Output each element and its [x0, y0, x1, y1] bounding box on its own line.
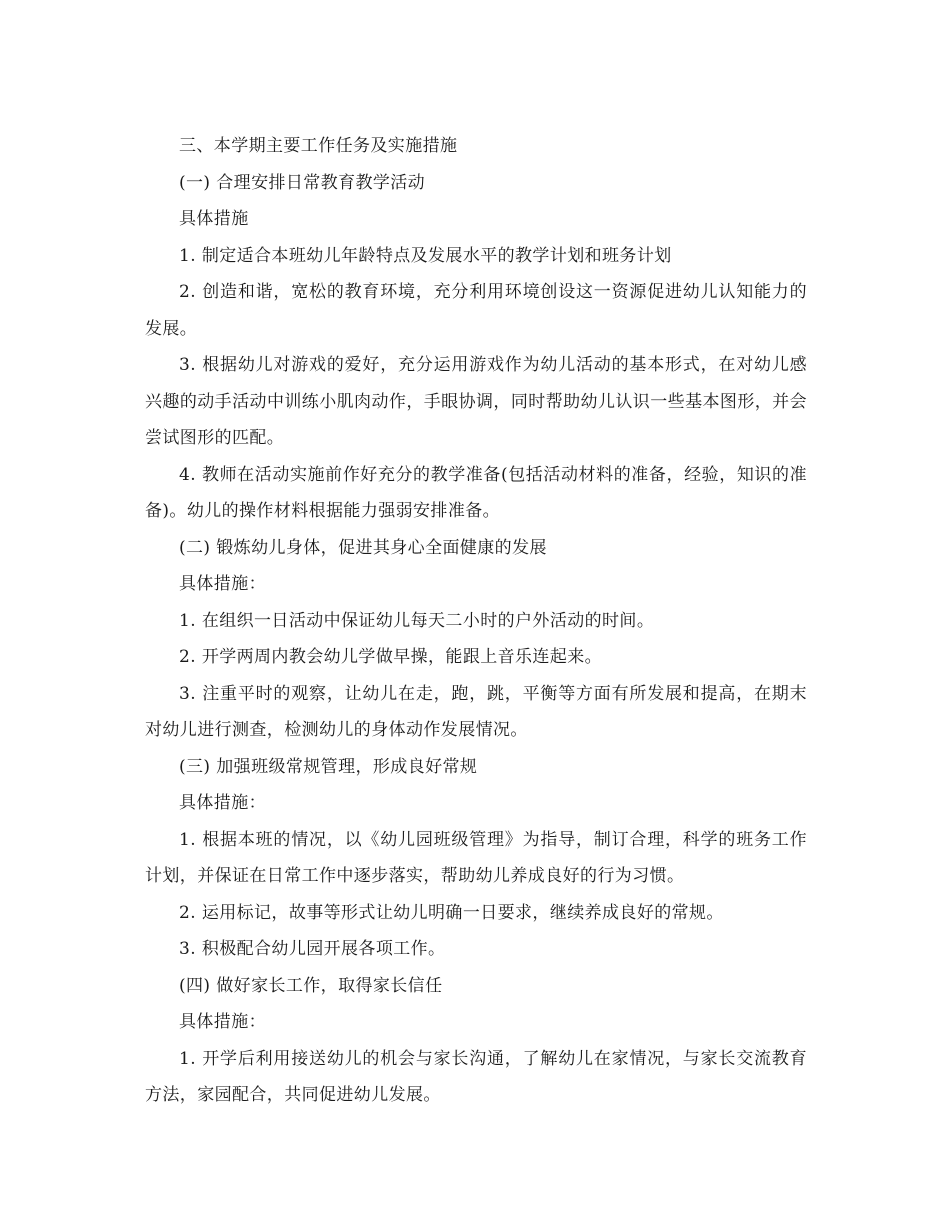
list-item: 2. 运用标记，故事等形式让幼儿明确一日要求，继续养成良好的常规。 — [179, 902, 724, 923]
section-heading: 三、本学期主要工作任务及实施措施 — [179, 136, 458, 156]
measures-label: 具体措施： — [179, 574, 266, 594]
list-item: 3. 积极配合幼儿园开展各项工作。 — [179, 939, 446, 959]
list-item: 1. 制定适合本班幼儿年龄特点及发展水平的教学计划和班务计划 — [179, 245, 672, 266]
list-item: 1. 在组织一日活动中保证幼儿每天二小时的户外活动的时间。 — [179, 610, 655, 631]
list-item: 1. 开学后利用接送幼儿的机会与家长沟通，了解幼儿在家情况，与家长交流教育方法，家园配合，共同促进幼儿发展。 — [145, 1048, 807, 1105]
list-item: 2. 创造和谐，宽松的教育环境，充分利用环境创设这一资源促进幼儿认知能力的发展。 — [145, 282, 807, 339]
subsection-heading: (二) 锻炼幼儿身体，促进其身心全面健康的发展 — [179, 537, 547, 558]
subsection-heading: (四) 做好家长工作，取得家长信任 — [179, 975, 443, 996]
list-item: 2. 开学两周内教会幼儿学做早操，能跟上音乐连起来。 — [179, 647, 603, 667]
measures-label: 具体措施： — [179, 1012, 266, 1032]
document-body — [145, 128, 807, 1114]
list-item: 3. 注重平时的观察，让幼儿在走，跑，跳，平衡等方面有所发展和提高，在期末对幼儿进行测查，检测幼儿的身体动作发展情况。 — [145, 683, 807, 740]
measures-label: 具体措施 — [179, 209, 249, 229]
list-item: 3. 根据幼儿对游戏的爱好，充分运用游戏作为幼儿活动的基本形式，在对幼儿感兴趣的动手活动中训练小肌肉动作，手眼协调，同时帮助幼儿认识一些基本图形，并会尝试图形的匹配。 — [145, 355, 807, 448]
list-item: 1. 根据本班的情况，以《幼儿园班级管理》为指导，制订合理，科学的班务工作计划，并保证在日常工作中逐步落实，帮助幼儿养成良好的行为习惯。 — [145, 829, 807, 886]
subsection-heading: (一) 合理安排日常教育教学活动 — [179, 172, 426, 193]
measures-label: 具体措施： — [179, 793, 266, 813]
subsection-heading: (三) 加强班级常规管理，形成良好常规 — [179, 756, 478, 777]
list-item: 4. 教师在活动实施前作好充分的教学准备(包括活动材料的准备，经验，知识的准备)。幼儿的操作材料根据能力强弱安排准备。 — [145, 464, 807, 521]
